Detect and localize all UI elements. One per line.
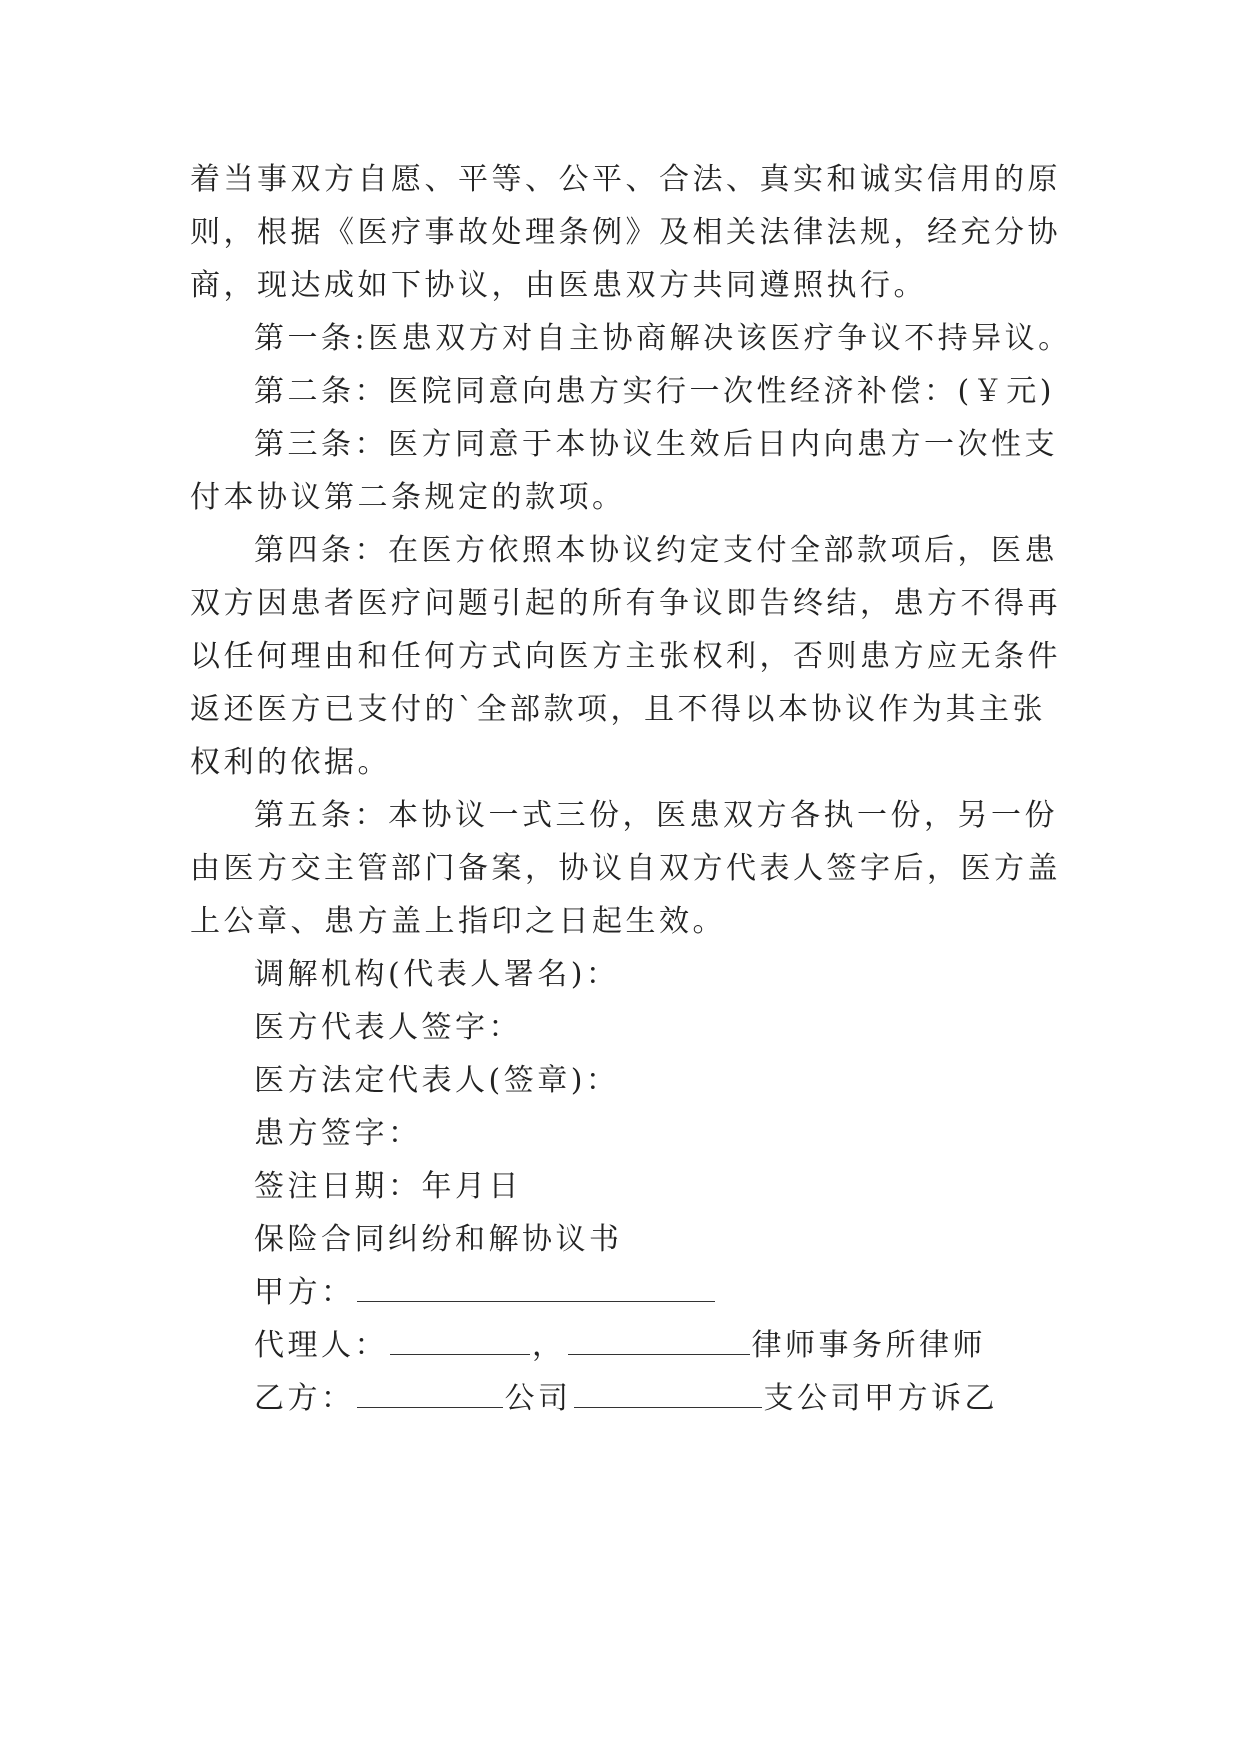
mediator-signature: 调解机构(代表人署名)： [254, 957, 620, 992]
legal-rep-signature: 医方法定代表人(签章)： [254, 1063, 620, 1098]
article-4-cont-4: 权利的依据。 [190, 745, 391, 780]
article-5-cont-2: 上公章、患方盖上指印之日起生效。 [190, 904, 726, 939]
branch-blank [574, 1383, 762, 1408]
body-line-2: 则，根据《医疗事故处理条例》及相关法律法规，经充分协 [190, 215, 1061, 250]
agent-label: 代理人： [254, 1328, 388, 1363]
article-5: 第五条：本协议一式三份，医患双方各执一份，另一份 [254, 798, 1058, 833]
article-1: 第一条:医患双方对自主协商解决该医疗争议不持异议。 [254, 321, 1072, 356]
party-a-blank [357, 1277, 715, 1302]
party-b-line [254, 1379, 998, 1419]
doctor-rep-signature: 医方代表人签字： [254, 1010, 522, 1045]
article-5-cont-1: 由医方交主管部门备案，协议自双方代表人签字后，医方盖 [190, 851, 1061, 886]
article-4-cont-2: 以任何理由和任何方式向医方主张权利，否则患方应无条件 [190, 639, 1061, 674]
article-4-cont-1: 双方因患者医疗问题引起的所有争议即告终结，患方不得再 [190, 586, 1061, 621]
company-blank [357, 1383, 503, 1408]
party-b-label: 乙方： [254, 1381, 355, 1416]
patient-signature: 患方签字： [254, 1116, 422, 1151]
body-line-3: 商，现达成如下协议，由医患双方共同遵照执行。 [190, 268, 927, 303]
article-4-cont-3: 返还医方已支付的`全部款项，且不得以本协议作为其主张 [190, 692, 1046, 727]
second-title: 保险合同纠纷和解协议书 [254, 1222, 623, 1257]
party-a-label: 甲方： [254, 1275, 355, 1310]
body-line-1: 着当事双方自愿、平等、公平、合法、真实和诚实信用的原 [190, 162, 1061, 197]
article-4: 第四条：在医方依照本协议约定支付全部款项后，医患 [254, 533, 1058, 568]
agent-suffix: 律师事务所律师 [751, 1328, 986, 1363]
article-2: 第二条：医院同意向患方实行一次性经济补偿：(￥元) [254, 374, 1055, 409]
agent-line [254, 1326, 986, 1366]
law-firm-blank [568, 1330, 750, 1355]
article-3: 第三条：医方同意于本协议生效后日内向患方一次性支 [254, 427, 1058, 462]
agent-comma: ， [532, 1328, 566, 1363]
signing-date: 签注日期：年月日 [254, 1169, 522, 1204]
party-a-line [254, 1273, 717, 1313]
agent-name-blank [390, 1330, 530, 1355]
party-b-mid: 公司 [504, 1381, 572, 1416]
article-3-cont: 付本协议第二条规定的款项。 [190, 480, 626, 515]
party-b-suffix: 支公司甲方诉乙 [763, 1381, 998, 1416]
